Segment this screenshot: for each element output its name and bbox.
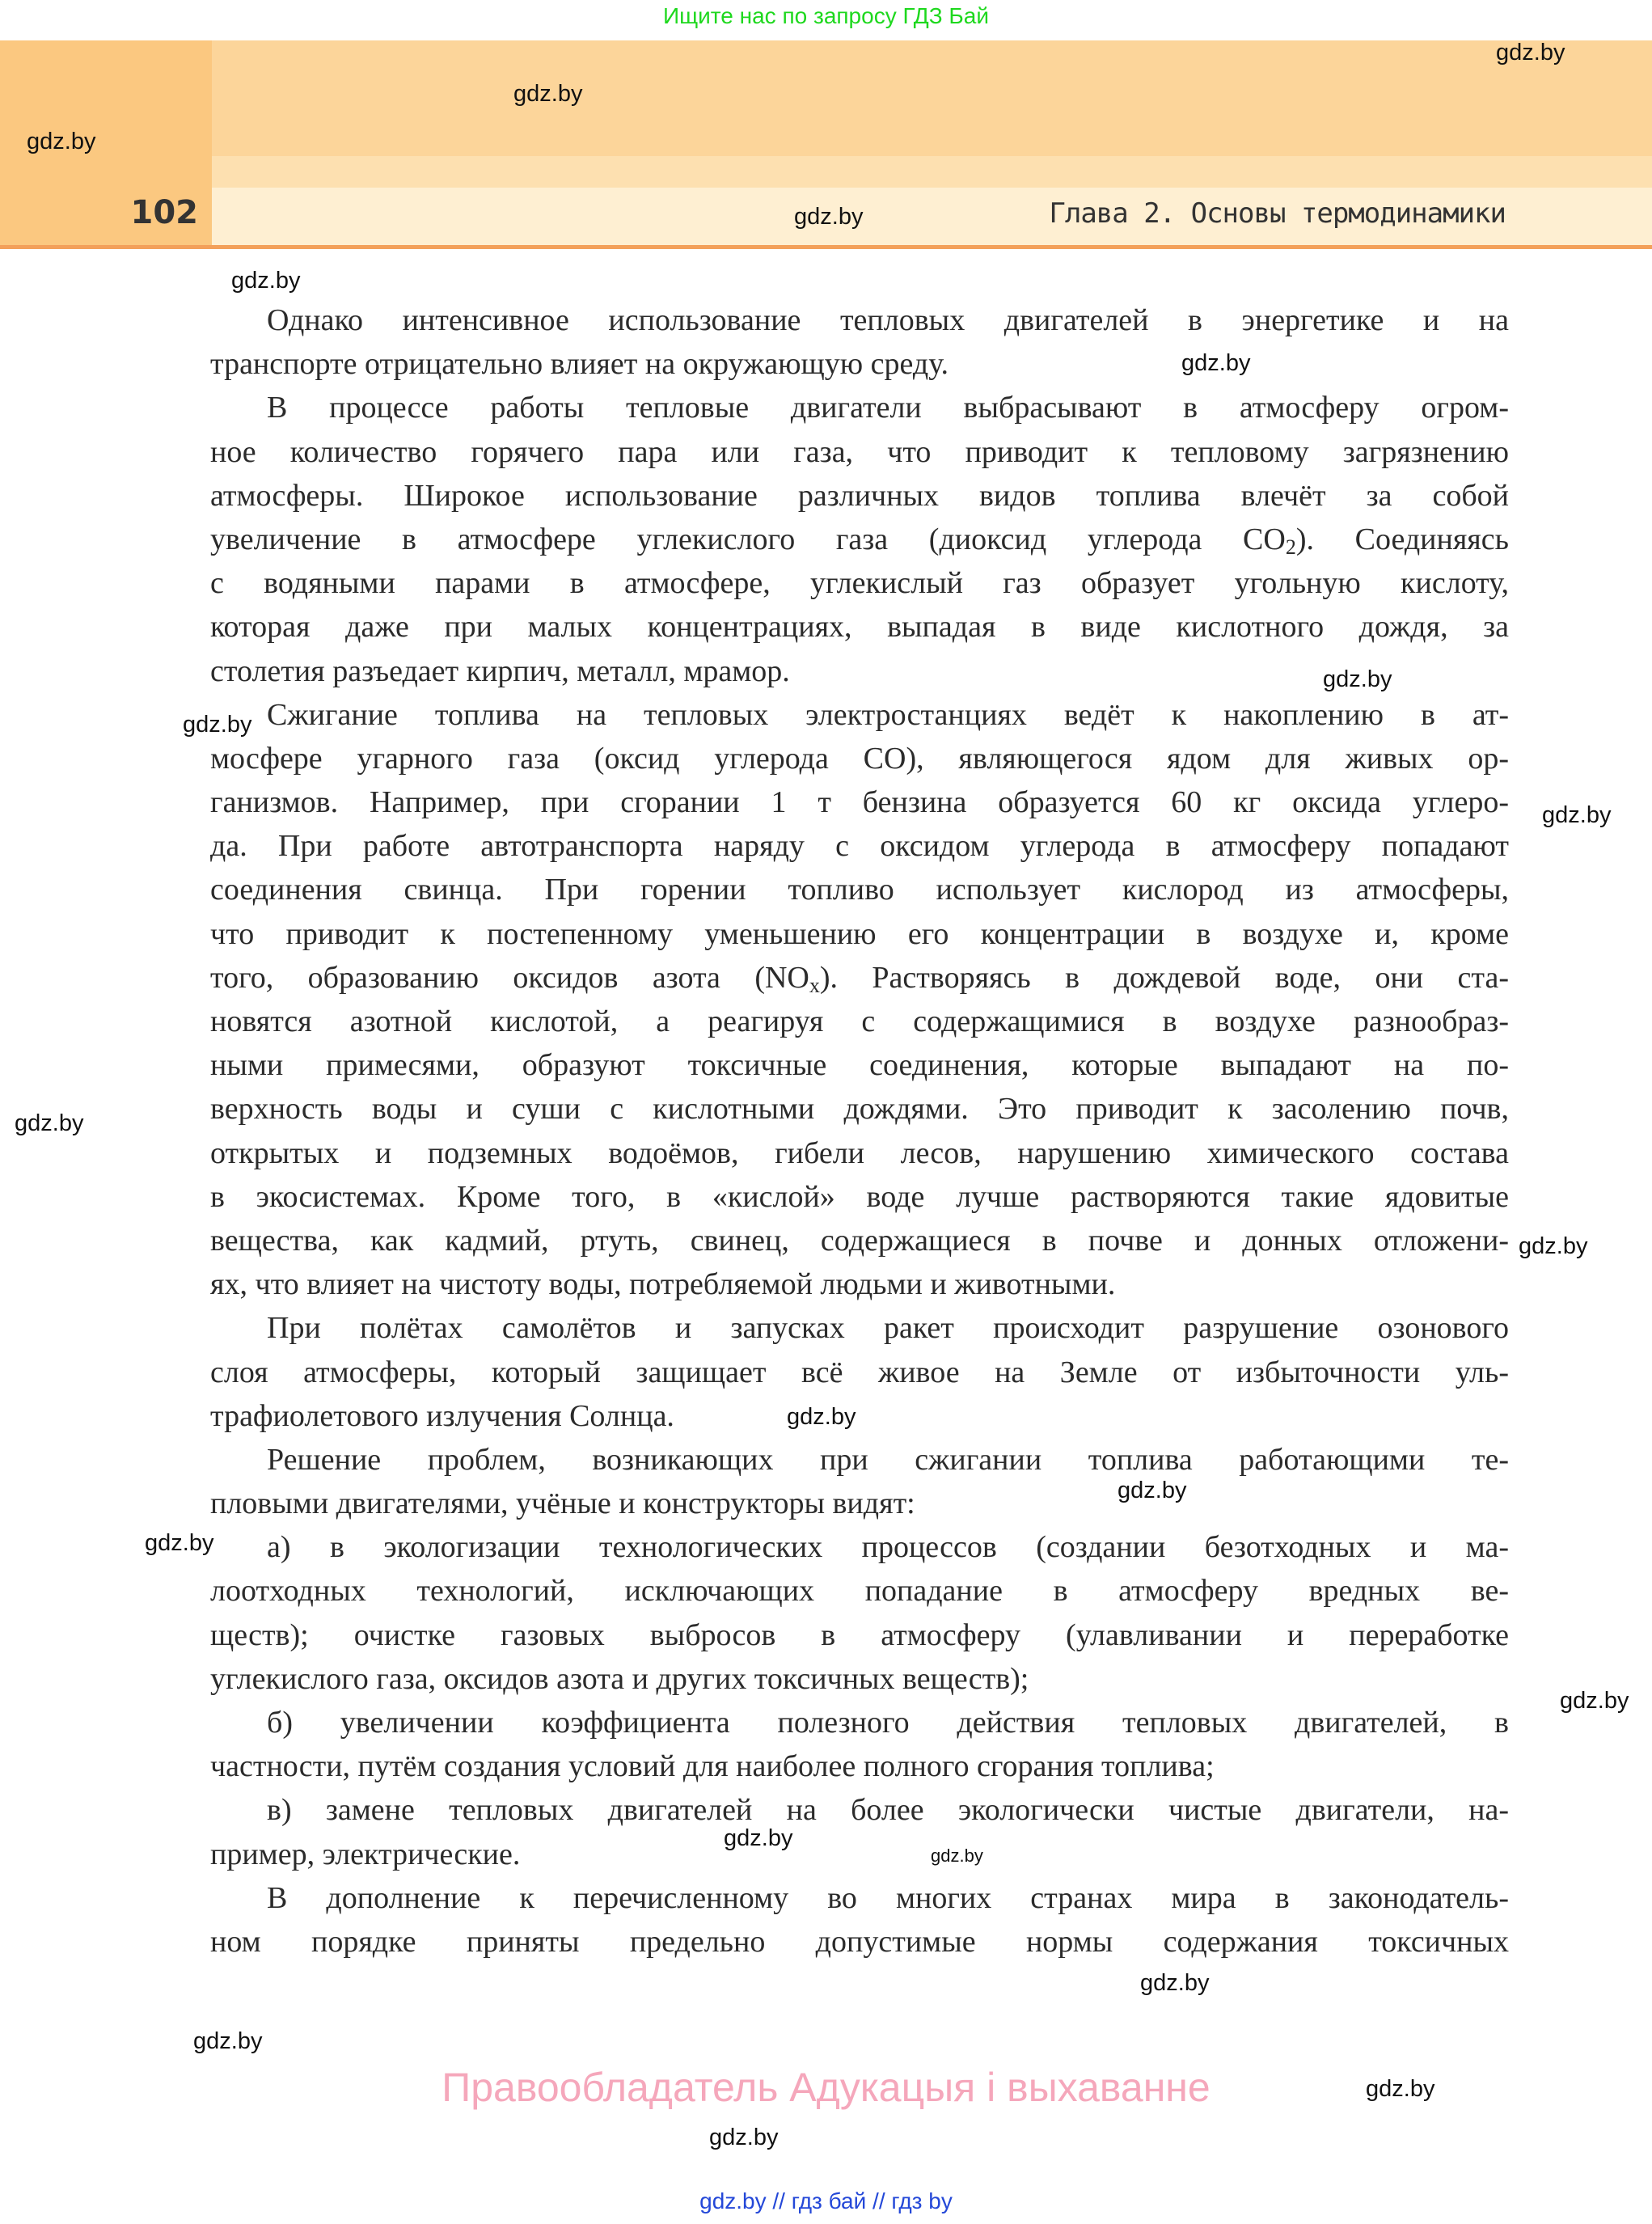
- copyright-owner: Правообладатель Адукацыя і выхаванне: [442, 2065, 1210, 2110]
- watermark-gdz: gdz.by: [1140, 1970, 1210, 1996]
- search-hint-banner: Ищите нас по запросу ГДЗ Бай: [662, 3, 990, 28]
- text-line: [210, 605, 1509, 649]
- watermark-gdz: gdz.by: [231, 268, 301, 294]
- body-text: [210, 298, 1509, 1964]
- text-line: [210, 1613, 1509, 1657]
- text-segment: вещества, как кадмий, ртуть, свинец, содержащиеся в почве и донных отложени-: [210, 1223, 1509, 1258]
- text-segment: В дополнение к перечисленному во многих странах мира в законодатель-: [267, 1880, 1509, 1915]
- text-line: [210, 1876, 1509, 1920]
- watermark-gdz: gdz.by: [183, 712, 252, 738]
- text-line: [210, 298, 1509, 342]
- watermark-gdz: gdz.by: [15, 1110, 84, 1136]
- text-line: [210, 780, 1509, 824]
- text-line: [210, 693, 1509, 737]
- watermark-gdz: gdz.by: [794, 204, 864, 230]
- text-line: [210, 1351, 1509, 1394]
- text-segment: ществ); очистке газовых выбросов в атмосферу (улавливании и переработке: [210, 1617, 1509, 1652]
- watermark-gdz: gdz.by: [931, 1846, 983, 1866]
- watermark-gdz: gdz.by: [145, 1530, 214, 1556]
- text-segment: соединения свинца. При горении топливо использует кислород из атмосферы,: [210, 873, 1509, 907]
- text-segment: При полётах самолётов и запусках ракет происходит разрушение озонового: [267, 1311, 1509, 1346]
- text-segment: а) в экологизации технологических процессов (создании безотходных и ма-: [267, 1530, 1509, 1565]
- text-segment: ное количество горячего пара или газа, что приводит к тепловому загрязнению: [210, 434, 1509, 469]
- header-divider: [0, 245, 1652, 249]
- text-segment: ). Соединяясь: [1295, 522, 1509, 556]
- text-line: [210, 1525, 1509, 1569]
- text-segment: частности, путём создания условий для наиболее полного сгорания топлива;: [210, 1749, 1215, 1784]
- header-band-top: [0, 40, 1652, 156]
- text-segment: открытых и подземных водоёмов, гибели лесов, нарушению химического состава: [210, 1135, 1509, 1170]
- subscript: 2: [1285, 535, 1296, 559]
- text-segment: которая даже при малых концентрациях, выпадая в виде кислотного дождя, за: [210, 610, 1509, 645]
- text-line: [210, 1043, 1509, 1087]
- text-line: [210, 1701, 1509, 1744]
- text-line: [210, 824, 1509, 868]
- text-segment: что приводит к постепенному уменьшению его концентрации в воздухе и, кроме: [210, 916, 1509, 951]
- text-segment: Сжигание топлива на тепловых электростанциях ведёт к накоплению в ат-: [267, 697, 1509, 732]
- chapter-title: Глава 2. Основы термодинамики: [1049, 197, 1506, 230]
- watermark-gdz: gdz.by: [709, 2125, 779, 2150]
- watermark-gdz: gdz.by: [193, 2028, 263, 2054]
- watermark-gdz: gdz.by: [1323, 666, 1392, 692]
- subscript: x: [809, 973, 820, 997]
- text-segment: ). Растворяясь в дождевой воде, они ста-: [819, 960, 1509, 995]
- text-line: [210, 1306, 1509, 1350]
- footer-links[interactable]: gdz.by // гдз бай // гдз by: [699, 2188, 953, 2213]
- text-line: [210, 386, 1509, 429]
- text-line: [210, 1833, 1509, 1876]
- text-line: [210, 1744, 1509, 1788]
- text-segment: того, образованию оксидов азота (NO: [210, 960, 809, 995]
- watermark-gdz: gdz.by: [1542, 802, 1612, 828]
- text-line: [210, 1438, 1509, 1482]
- text-segment: ганизмов. Например, при сгорании 1 т бензина образуется 60 кг оксида углеро-: [210, 785, 1509, 820]
- watermark-gdz: gdz.by: [513, 81, 583, 107]
- text-segment: в экосистемах. Кроме того, в «кислой» воде лучше растворяются такие ядовитые: [210, 1179, 1509, 1214]
- text-line: [210, 1000, 1509, 1043]
- text-segment: увеличение в атмосфере углекислого газа (диоксид углерода CO: [210, 522, 1286, 556]
- text-line: [210, 1087, 1509, 1131]
- text-segment: трафиолетового излучения Солнца.: [210, 1398, 674, 1433]
- text-segment: да. При работе автотранспорта наряду с оксидом углерода в атмосферу попадают: [210, 829, 1509, 864]
- text-line: [210, 430, 1509, 474]
- text-line: [210, 474, 1509, 518]
- text-line: [210, 912, 1509, 956]
- page-number: 102: [130, 194, 198, 231]
- text-segment: в) замене тепловых двигателей на более экологически чистые двигатели, на-: [267, 1793, 1509, 1828]
- text-line: [210, 1262, 1509, 1306]
- text-line: [210, 956, 1509, 1000]
- watermark-gdz: gdz.by: [1118, 1478, 1187, 1503]
- text-segment: новятся азотной кислотой, а реагируя с содержащимися в воздухе разнообраз-: [210, 1004, 1509, 1038]
- text-line: [210, 1219, 1509, 1262]
- text-line: [210, 561, 1509, 605]
- text-segment: пример, электрические.: [210, 1837, 521, 1871]
- watermark-gdz: gdz.by: [724, 1825, 793, 1851]
- text-segment: транспорте отрицательно влияет на окружающую среду.: [210, 347, 949, 382]
- text-line: [210, 868, 1509, 911]
- text-segment: атмосферы. Широкое использование различных видов топлива влечёт за собой: [210, 478, 1509, 513]
- text-segment: В процессе работы тепловые двигатели выбрасывают в атмосферу огром-: [267, 391, 1509, 425]
- header-band-stripe: [0, 156, 1652, 188]
- text-segment: б) увеличении коэффициента полезного действия тепловых двигателей, в: [267, 1706, 1509, 1740]
- text-segment: ях, что влияет на чистоту воды, потребляемой людьми и животными.: [210, 1267, 1116, 1302]
- text-line: [210, 1394, 1509, 1438]
- text-line: [210, 737, 1509, 780]
- watermark-gdz: gdz.by: [1181, 350, 1251, 376]
- text-segment: мосфере угарного газа (оксид углерода CO), являющегося ядом для живых ор-: [210, 741, 1509, 776]
- text-segment: слоя атмосферы, который защищает всё живое на Земле от избыточности уль-: [210, 1355, 1509, 1389]
- text-segment: лоотходных технологий, исключающих попадание в атмосферу вредных ве-: [210, 1574, 1509, 1609]
- text-line: [210, 1175, 1509, 1219]
- watermark-gdz: gdz.by: [1496, 40, 1565, 66]
- text-segment: Решение проблем, возникающих при сжигании топлива работающими те-: [267, 1442, 1509, 1477]
- watermark-gdz: gdz.by: [27, 129, 96, 154]
- text-line: [210, 1131, 1509, 1175]
- text-line: [210, 518, 1509, 561]
- text-line: [210, 649, 1509, 693]
- text-line: [210, 342, 1509, 386]
- text-segment: пловыми двигателями, учёные и конструкторы видят:: [210, 1486, 915, 1521]
- text-line: [210, 1482, 1509, 1525]
- text-line: [210, 1569, 1509, 1613]
- text-line: [210, 1657, 1509, 1701]
- text-segment: углекислого газа, оксидов азота и других токсичных веществ);: [210, 1661, 1029, 1696]
- text-segment: ными примесями, образуют токсичные соединения, которые выпадают на по-: [210, 1048, 1509, 1083]
- watermark-gdz: gdz.by: [1560, 1688, 1629, 1714]
- text-line: [210, 1920, 1509, 1964]
- text-segment: ном порядке приняты предельно допустимые нормы содержания токсичных: [210, 1924, 1509, 1959]
- text-segment: верхность воды и суши с кислотными дождями. Это приводит к засолению почв,: [210, 1092, 1509, 1127]
- watermark-gdz: gdz.by: [787, 1404, 856, 1430]
- text-segment: столетия разъедает кирпич, металл, мрамор.: [210, 653, 790, 688]
- text-segment: с водяными парами в атмосфере, углекислый газ образует угольную кислоту,: [210, 566, 1509, 601]
- watermark-gdz: gdz.by: [1519, 1233, 1588, 1259]
- text-segment: Однако интенсивное использование тепловых двигателей в энергетике и на: [267, 303, 1509, 337]
- watermark-gdz: gdz.by: [1366, 2076, 1435, 2102]
- text-line: [210, 1788, 1509, 1832]
